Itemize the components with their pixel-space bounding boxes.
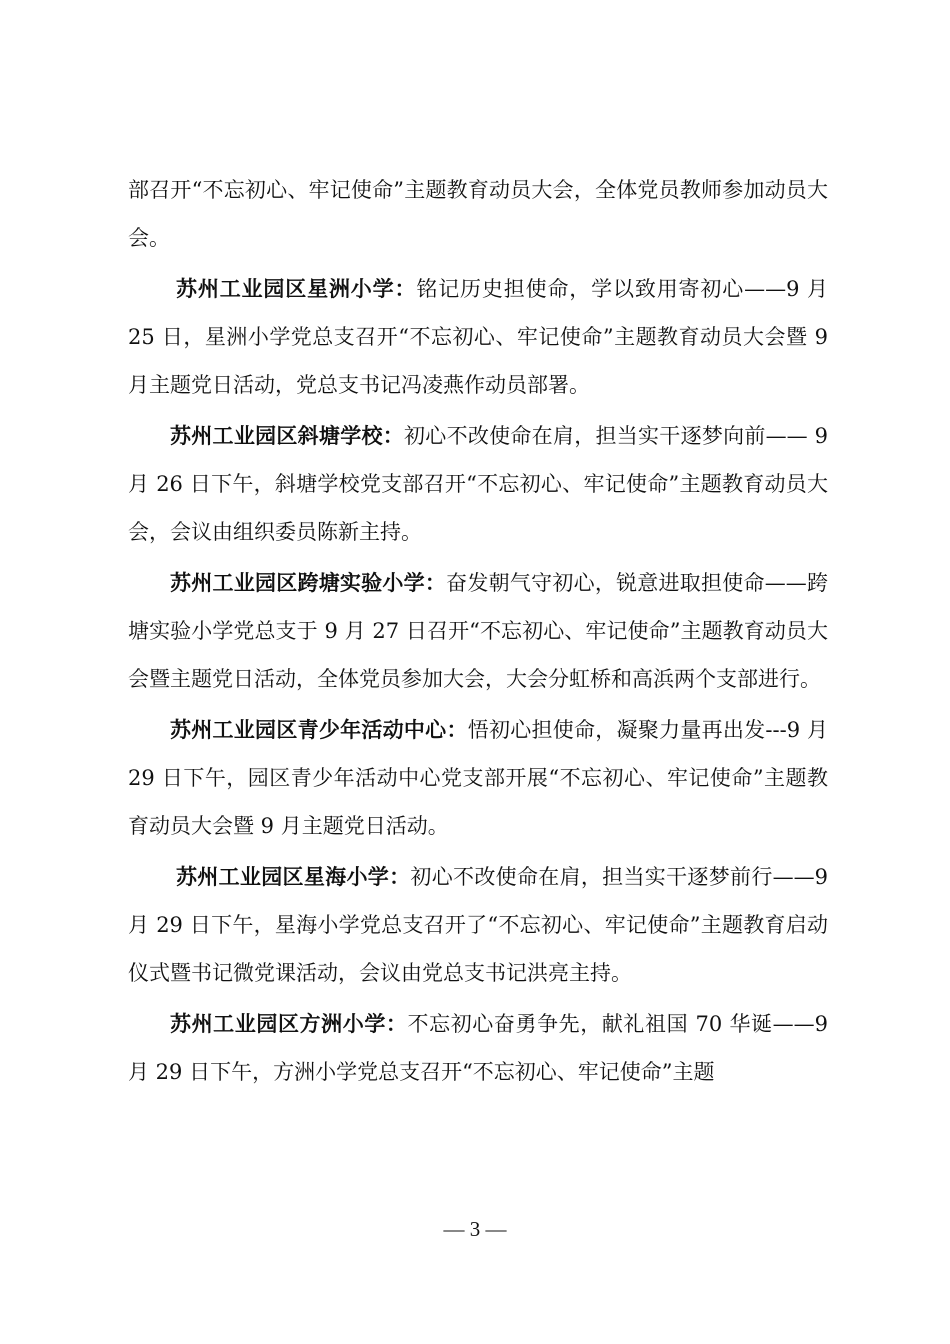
- paragraph-xietang-school: [128, 412, 828, 556]
- paragraph-lead: 苏州工业园区星海小学：: [176, 865, 411, 889]
- document-body: [128, 166, 828, 1099]
- page-number: — 3 —: [443, 1217, 507, 1241]
- paragraph-lead: 苏州工业园区星洲小学：: [176, 277, 417, 301]
- paragraph-text: 初心不改使命在肩，担当实干逐梦向前—— 9 月 26 日下午，斜塘学校党支部召开“不忘初心、牢记使命”主题教育动员大会，会议由组织委员陈新主持。: [128, 424, 828, 544]
- paragraph-lead: 苏州工业园区跨塘实验小学：: [170, 571, 447, 595]
- paragraph-text: 奋发朝气守初心，锐意进取担使命——跨塘实验小学党总支于 9 月 27 日召开“不忘初心、牢记使命”主题教育动员大会暨主题党日活动，全体党员参加大会，大会分虹桥和高浜两个支部进行。: [128, 571, 829, 691]
- paragraph-text: 初心不改使命在肩，担当实干逐梦前行——9 月 29 日下午，星海小学党总支召开了“不忘初心、牢记使命”主题教育启动仪式暨书记微党课活动，会议由党总支书记洪亮主持。: [128, 865, 829, 985]
- paragraph-kuatang-school: [128, 559, 828, 703]
- paragraph-text: 铭记历史担使命，学以致用寄初心——9 月 25 日，星洲小学党总支召开“不忘初心、牢记使命”主题教育动员大会暨 9 月主题党日活动，党总支书记冯凌燕作动员部署。: [128, 277, 828, 397]
- paragraph-lead: 苏州工业园区方洲小学：: [170, 1012, 408, 1036]
- paragraph-youth-center: [128, 706, 828, 850]
- paragraph-fangzhou-school: [128, 1000, 828, 1096]
- paragraph-lead: 苏州工业园区斜塘学校：: [170, 424, 405, 448]
- paragraph-xingzhou-school: [128, 265, 828, 409]
- paragraph-xinghai-school: [128, 853, 828, 997]
- paragraph-continuation: [128, 166, 828, 262]
- paragraph-text: 悟初心担使命，凝聚力量再出发---9 月 29 日下午，园区青少年活动中心党支部开展“不忘初心、牢记使命”主题教育动员大会暨 9 月主题党日活动。: [128, 718, 828, 838]
- paragraph-text: 不忘初心奋勇争先，献礼祖国 70 华诞——9 月 29 日下午，方洲小学党总支召开“不忘初心、牢记使命”主题: [128, 1012, 829, 1084]
- paragraph-lead: 苏州工业园区青少年活动中心：: [170, 718, 468, 742]
- paragraph-text: 部召开“不忘初心、牢记使命”主题教育动员大会，全体党员教师参加动员大会。: [128, 178, 828, 250]
